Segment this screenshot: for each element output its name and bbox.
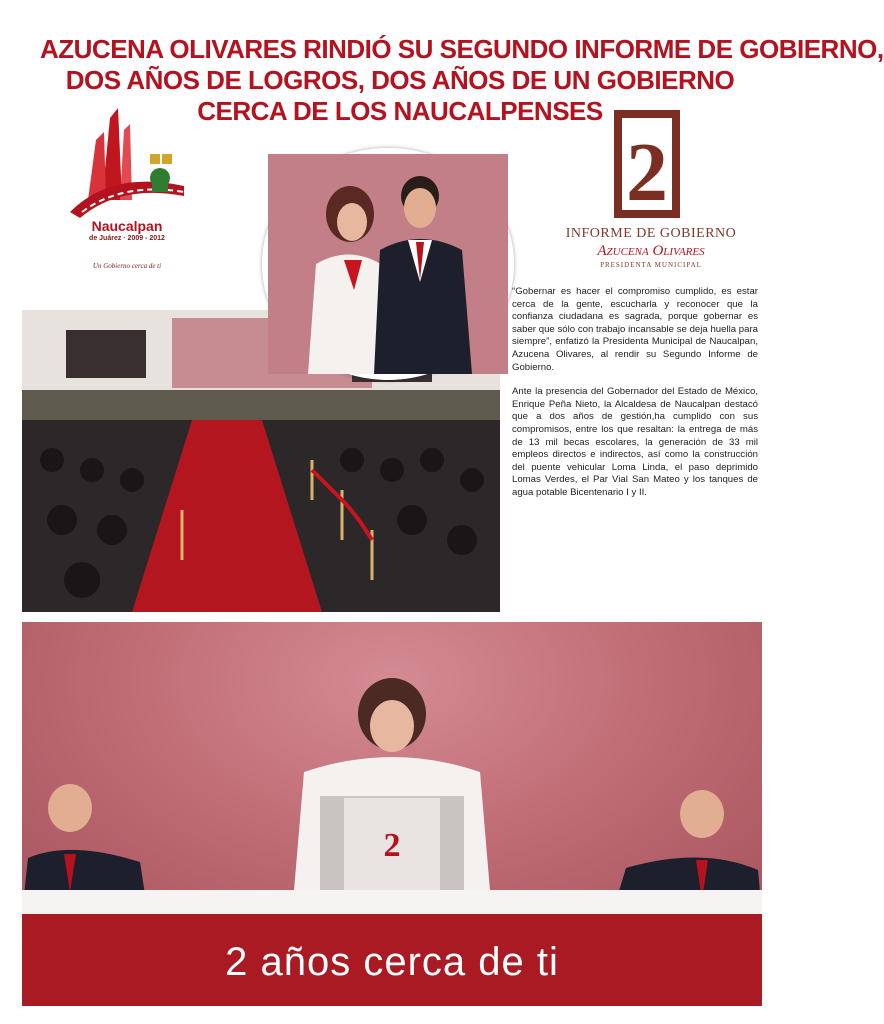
logo-name: Naucalpan xyxy=(91,218,163,234)
article-paragraph-2: Ante la presencia del Gobernador del Estado de México, Enrique Peña Nieto, la Alcaldesa de Naucalpan destacó que a dos años de gestión,ha cumplido con sus compromisos, entre los que resaltan: la entrega de más de 13 mil becas escolares, la generación de 33 mil empleos directos e indirectos, así como la construcción del puente vehicular Loma Linda, el paso deprimido Lomas Verdes, el Par Vial San Mateo y los tanques de agua potable Bicentenario I y II. xyxy=(512,386,758,498)
officials-circle-photo xyxy=(262,148,514,380)
svg-text:2: 2 xyxy=(383,827,401,864)
headline-line-3: CERCA DE LOS NAUCALPENSES xyxy=(197,96,603,126)
article-paragraph-1: “Gobernar es hacer el compromiso cumplido, es estar cerca de la gente, escucharla y reconocer que la confianza ciudadana es sagrada, porque gobernar es saber que sólo con trabajo incansable se deja huella para siempre”, enfatizó la Presidenta Municipal de Naucalpan, Azucena Olivares, al rendir su Segundo Informe de Gobierno. xyxy=(512,286,758,373)
slogan-banner-text: 2 años cerca de ti xyxy=(225,940,559,984)
podium-speech-photo xyxy=(22,622,762,914)
informe-number-mark xyxy=(556,108,746,224)
podium-illustration xyxy=(22,622,762,914)
officials-illustration xyxy=(268,154,508,374)
informe-title: INFORME DE GOBIERNO xyxy=(565,226,737,241)
informe-role: PRESIDENTA MUNICIPAL xyxy=(600,261,702,269)
article-body xyxy=(512,286,758,512)
informe-badge xyxy=(556,108,746,268)
naucalpan-logo xyxy=(62,100,192,280)
headline-line-2: DOS AÑOS DE LOGROS, DOS AÑOS DE UN GOBIERNO xyxy=(65,65,735,95)
logo-emblem xyxy=(62,100,192,218)
headline-line-1: AZUCENA OLIVARES RINDIÓ SU SEGUNDO INFORME DE GOBIERNO, xyxy=(40,34,884,64)
logo-years: de Juárez · 2009 - 2012 xyxy=(89,235,165,242)
informe-name: Azucena Olivares xyxy=(597,243,705,259)
informe-number: 2 xyxy=(626,126,668,219)
logo-slogan: Un Gobierno cerca de ti xyxy=(92,262,162,270)
slogan-banner xyxy=(22,914,762,1006)
